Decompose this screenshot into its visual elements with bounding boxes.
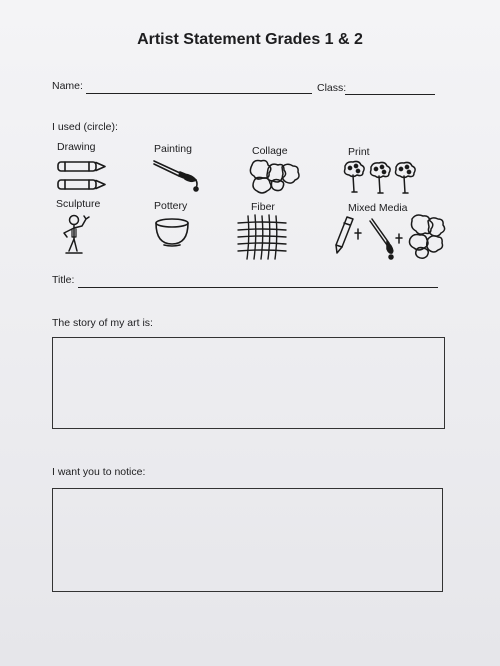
title-field[interactable] [78,287,438,288]
name-label: Name: [52,80,83,92]
class-field[interactable] [345,94,435,95]
media-label-print[interactable]: Print [348,146,370,158]
media-label-mixed-media[interactable]: Mixed Media [348,202,408,214]
notice-label: I want you to notice: [52,466,146,478]
media-label-sculpture[interactable]: Sculpture [56,198,101,210]
story-label: The story of my art is: [52,317,153,329]
media-label-painting[interactable]: Painting [154,143,192,155]
collage-icon[interactable] [246,157,302,195]
stick-figure-sculpture-icon[interactable] [58,213,94,257]
page-title: Artist Statement Grades 1 & 2 [137,31,363,48]
story-textbox[interactable] [52,337,445,429]
media-label-drawing[interactable]: Drawing [57,141,96,153]
used-label: I used (circle): [52,121,118,133]
crayons-icon[interactable] [56,159,108,193]
title-label: Title: [52,274,75,286]
name-field[interactable] [86,93,312,94]
notice-textbox[interactable] [52,488,443,592]
class-label: Class: [317,82,347,94]
media-label-fiber[interactable]: Fiber [251,201,275,213]
paintbrush-icon[interactable] [152,158,202,192]
media-label-collage[interactable]: Collage [252,145,288,157]
pottery-bowl-icon[interactable] [152,216,192,250]
mixed-media-icon[interactable] [334,213,454,265]
media-label-pottery[interactable]: Pottery [154,200,188,212]
woven-fiber-icon[interactable] [236,213,288,261]
print-trees-icon[interactable] [341,160,421,196]
